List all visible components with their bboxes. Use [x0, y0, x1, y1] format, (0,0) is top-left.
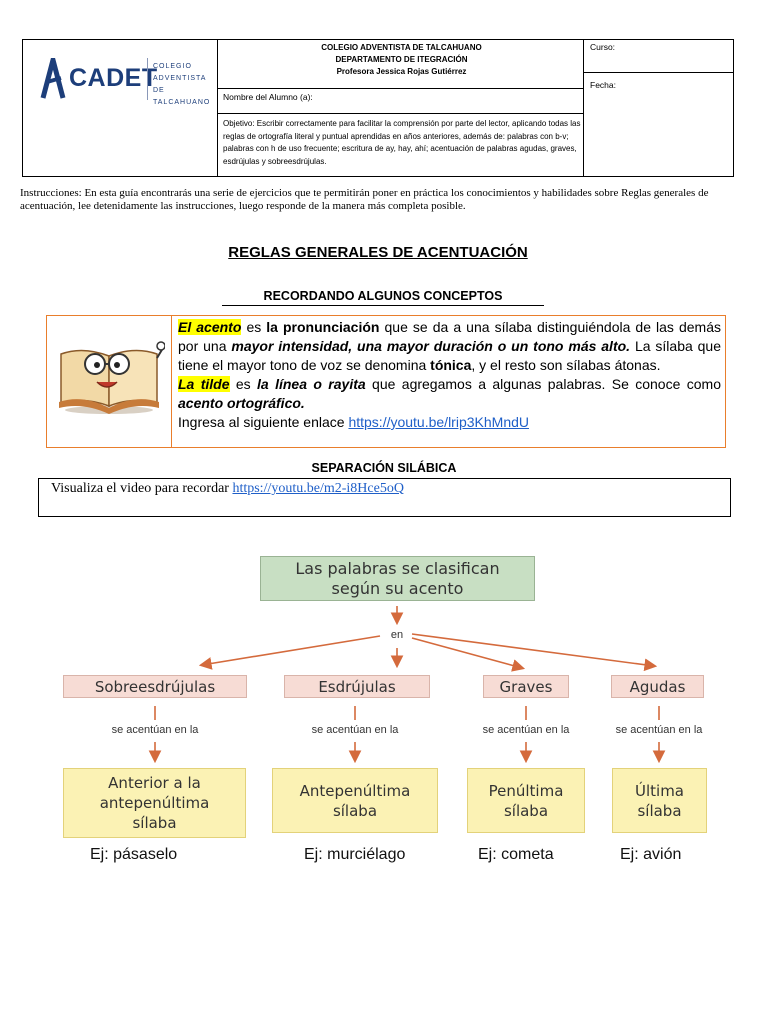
arrow: [412, 634, 654, 666]
verb-label: se acentúan en la: [111, 724, 199, 736]
rule-box: [63, 768, 246, 838]
example-graves: Ej: cometa: [478, 846, 554, 863]
diagram-top-line: según su acento: [331, 578, 464, 598]
category-sobreesdrujulas: Sobreesdrújulas: [63, 675, 247, 698]
objective-text: Objetivo: Escribir correctamente para facilitar la comprensión por parte del lector, aplicando todas las reglas de ortografía literal y puntual aprendidas en años anteriores, además de: palabras con b-v; palabras con h de uso frecuente; escritura de ay, hay, ahí; acentuación de palabras agudas, graves, esdrújulas y sobreesdrújulas.: [223, 119, 581, 166]
video-text-prefix: Visualiza el video para recordar: [51, 481, 233, 496]
rule-line: Antepenúltima: [299, 781, 411, 800]
concept-text-run: es: [241, 319, 267, 335]
curso-label: Curso:: [590, 42, 616, 52]
rule-box: [467, 768, 585, 833]
rule-line: sílaba: [132, 814, 177, 832]
separacion-heading: SEPARACIÓN SILÁBICA: [311, 461, 457, 475]
rule-box: [272, 768, 438, 833]
rule-line: sílaba: [637, 801, 682, 820]
rule-line: Última: [635, 781, 684, 800]
logo-sub-line: DE TALCAHUANO: [153, 87, 211, 106]
concept-text-run: que se da a una sílaba distinguiéndola de las demás por una: [178, 319, 721, 354]
category-agudas: Agudas: [611, 675, 704, 698]
instructions: Instrucciones: En esta guía encontrarás una serie de ejercicios que te permitirán poner en práctica los conocimientos y habilidades sobre Reglas generales de acentuación, lee detenidamente las instrucciones, luego responde de la manera más completa posible.: [20, 187, 709, 212]
page-title: REGLAS GENERALES DE ACENTUACIÓN: [228, 244, 528, 261]
concept-text-run: es: [229, 376, 258, 392]
diagram-top-line: Las palabras se clasifican: [295, 558, 500, 578]
example-esdrujulas: Ej: murciélago: [304, 846, 406, 863]
school-name: COLEGIO ADVENTISTA DE TALCAHUANO: [321, 43, 482, 52]
example-agudas: Ej: avión: [620, 846, 682, 863]
concept-bold-italic: acento ortográfico.: [178, 395, 305, 411]
concept-bold-italic: mayor intensidad, una mayor duración o un tono más alto.: [231, 338, 631, 354]
category-esdrujulas: Esdrújulas: [284, 675, 430, 698]
category-graves: Graves: [483, 675, 569, 698]
logo-brand: CADET: [69, 64, 158, 92]
verb-label: se acentúan en la: [615, 724, 703, 736]
rule-line: antepenúltima: [99, 794, 210, 812]
arrow: [202, 636, 380, 665]
link-prefix: Ingresa al siguiente enlace: [178, 414, 349, 430]
concept-bold-italic: la línea o rayita: [257, 376, 366, 392]
example-sobreesdrujulas: Ej: pásaselo: [90, 846, 178, 863]
fecha-label: Fecha:: [590, 80, 616, 90]
department-name: DEPARTAMENTO DE ITEGRACIÓN: [335, 55, 468, 64]
diagram-top-box: [260, 556, 535, 601]
rule-line: Penúltima: [488, 781, 564, 800]
acento-term: El acento: [178, 319, 242, 335]
rule-box: [612, 768, 707, 833]
arrow: [412, 638, 522, 668]
concept-text-run: que agregamos a algunas palabras. Se conoce como: [365, 376, 721, 392]
concept-text-run: La sílaba que tiene el mayor tono de voz se denomina: [178, 338, 722, 373]
student-name-label: Nombre del Alumno (a):: [223, 92, 313, 102]
rule-line: sílaba: [332, 801, 378, 820]
teacher-name: Profesora Jessica Rojas Gutiérrez: [336, 67, 467, 76]
verb-label: se acentúan en la: [311, 724, 399, 736]
separacion-video-link[interactable]: https://youtu.be/m2-i8Hce5oQ: [232, 481, 404, 496]
rule-line: sílaba: [503, 801, 549, 820]
concept-bold: la pronunciación: [266, 319, 380, 335]
logo-sub-line: ADVENTISTA: [153, 75, 207, 82]
rule-line: Anterior a la: [108, 774, 201, 792]
logo-sub-line: COLEGIO: [153, 63, 192, 70]
section-subtitle: RECORDANDO ALGUNOS CONCEPTOS: [222, 289, 544, 306]
verb-label: se acentúan en la: [482, 724, 570, 736]
connector-label: en: [390, 629, 404, 641]
concept-bold: tónica: [430, 357, 472, 373]
concept-text-run: , y el resto son sílabas átonas.: [471, 357, 661, 373]
acento-video-link[interactable]: https://youtu.be/lrip3KhMndU: [348, 414, 529, 430]
tilde-term: La tilde: [178, 376, 230, 392]
